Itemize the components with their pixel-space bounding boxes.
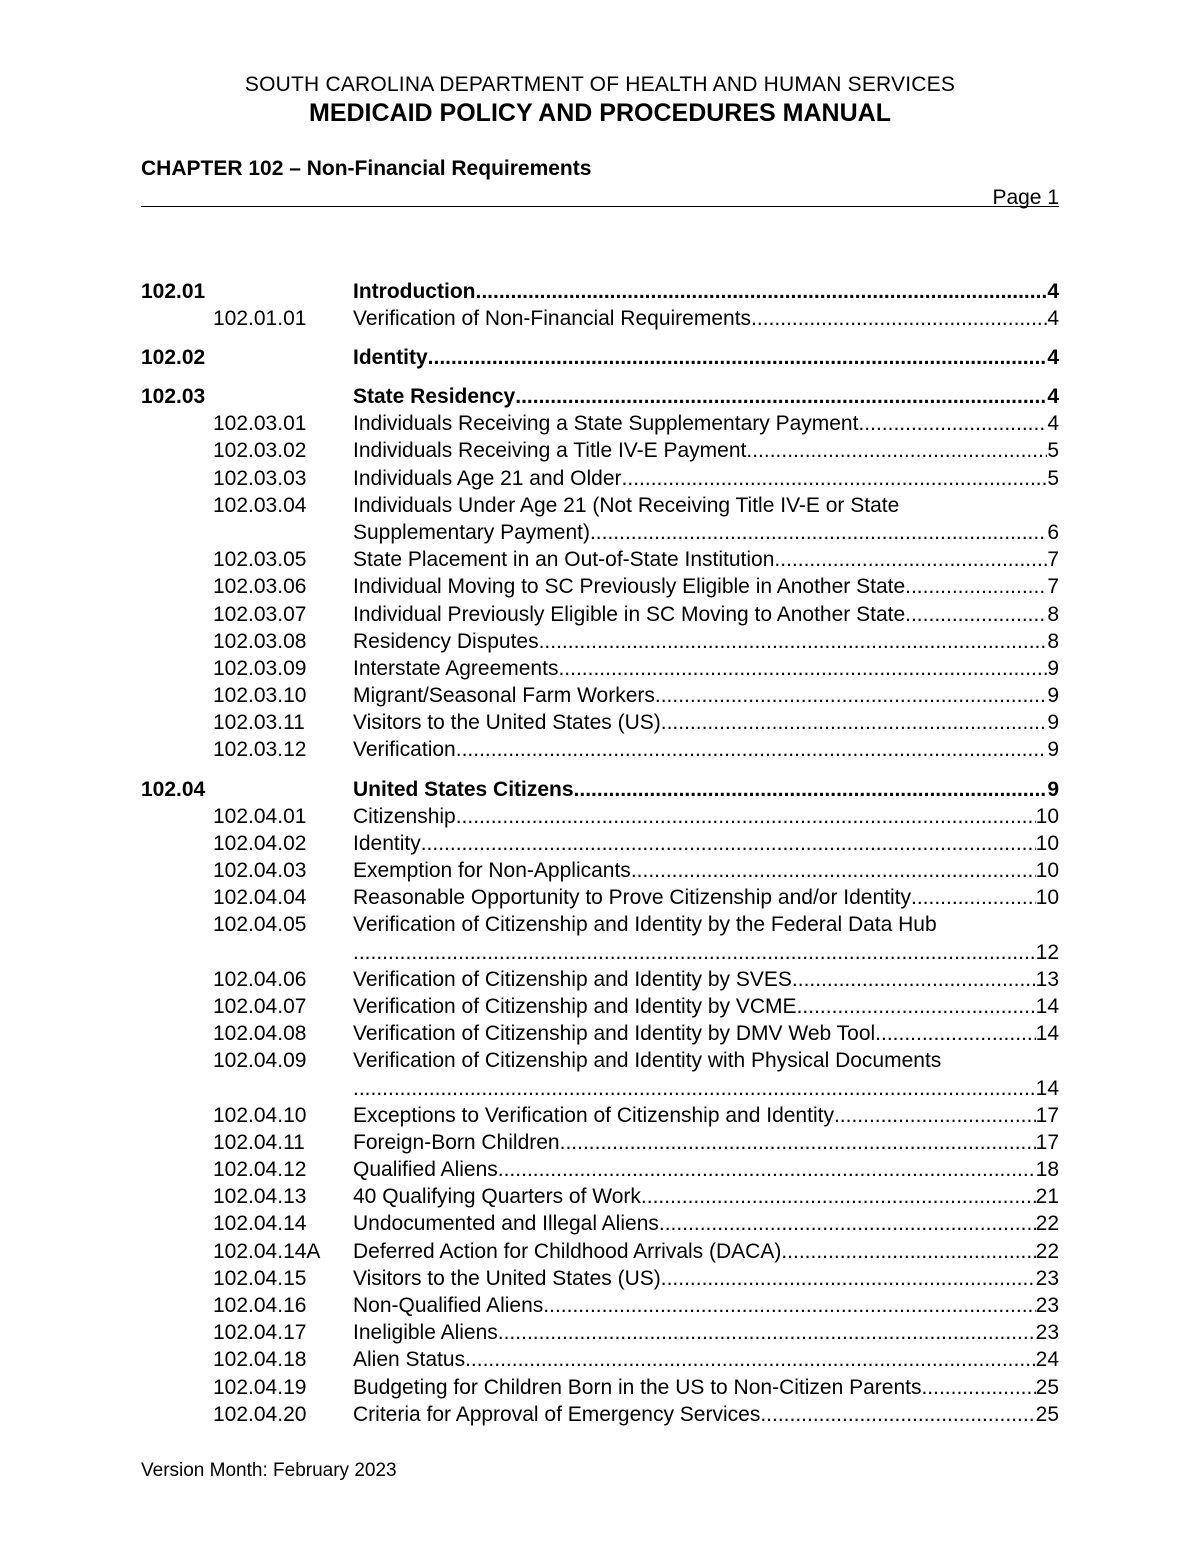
toc-subsection-102-04-16[interactable] [141,1292,1059,1319]
toc-page-number: 21 [1035,1185,1059,1209]
toc-section-title: State Residency [353,385,516,409]
toc-leader-dots [353,1075,1036,1102]
toc-leader-dots [590,519,1047,546]
toc-subsection-102-04-15[interactable] [141,1265,1059,1292]
toc-leader-dots [421,830,1036,857]
toc-subsection-number: 102.04.08 [213,1022,307,1046]
toc-subsection-102-03-06[interactable] [141,573,1059,600]
toc-subsection-title: Individuals Receiving a Title IV-E Payment [353,439,747,463]
toc-subsection-number: 102.04.19 [213,1375,307,1399]
toc-page-number: 23 [1035,1321,1059,1345]
toc-subsection-title: Verification of Citizenship and Identity by DMV Web Tool [353,1022,876,1046]
toc-subsection-102-04-01[interactable] [141,803,1059,830]
toc-page-number: 12 [1035,940,1059,964]
toc-leader-dots [655,682,1047,709]
toc-section-number: 102.02 [141,346,206,370]
toc-leader-dots [905,601,1047,628]
toc-page-number: 4 [1047,412,1059,436]
toc-leader-dots [558,655,1047,682]
toc-subsection-number: 102.04.12 [213,1158,307,1182]
toc-section-title: United States Citizens [353,777,574,801]
toc-subsection-number: 102.03.05 [213,548,307,572]
toc-leader-dots [858,410,1047,437]
toc-leader-dots [353,939,1036,966]
toc-subsection-number: 102.04.10 [213,1103,307,1127]
toc-subsection-102-03-10[interactable] [141,682,1059,709]
toc-page-number: 24 [1035,1348,1059,1372]
document-header [0,72,1200,128]
toc-page-number: 23 [1035,1266,1059,1290]
toc-subsection-102-03-03[interactable] [141,465,1059,492]
toc-subsection-title: Identity [353,831,421,855]
toc-subsection-number: 102.03.09 [213,656,307,680]
toc-subsection-102-04-18[interactable] [141,1346,1059,1373]
toc-leader-dots [498,1156,1036,1183]
toc-section-title: Identity [353,346,428,370]
toc-subsection-number: 102.04.18 [213,1348,307,1372]
toc-subsection-102-04-17[interactable] [141,1319,1059,1346]
toc-page-number: 7 [1047,575,1059,599]
toc-section-102-03[interactable] [141,383,1059,410]
toc-subsection-title: Verification of Non-Financial Requirements [353,307,752,330]
toc-leader-dots [515,383,1047,410]
toc-leader-dots [428,344,1048,371]
toc-subsection-102-03-05[interactable] [141,546,1059,573]
toc-subsection-number: 102.04.14A [213,1239,321,1263]
toc-leader-dots [797,993,1036,1020]
toc-page-number: 5 [1047,466,1059,490]
toc-subsection-number: 102.04.16 [213,1294,307,1318]
toc-subsection-title: Individual Moving to SC Previously Eligible in Another State [353,575,906,599]
toc-subsection-number: 102.04.06 [213,967,307,991]
toc-page-number: 9 [1047,684,1059,708]
toc-page-number: 25 [1035,1402,1059,1426]
toc-page-number: 14 [1035,1076,1059,1100]
toc-subsection-102-04-14[interactable] [141,1210,1059,1237]
toc-subsection-102-04-12[interactable] [141,1156,1059,1183]
toc-subsection-title: Exemption for Non-Applicants [353,859,631,883]
toc-subsection-102-04-05[interactable] [141,911,1059,965]
toc-subsection-title: Citizenship [353,804,456,828]
page-number: Page 1 [992,186,1059,209]
toc-subsection-title: Non-Qualified Aliens [353,1294,544,1318]
toc-subsection-102-03-12[interactable] [141,736,1059,763]
toc-leader-dots [921,1374,1035,1401]
toc-section-number: 102.03 [141,385,206,409]
toc-subsection-102-04-14a[interactable] [141,1238,1059,1265]
toc-page-number: 6 [1047,520,1059,544]
toc-leader-dots [498,1319,1036,1346]
toc-subsection-title: Deferred Action for Childhood Arrivals (DACA) [353,1239,782,1263]
toc-subsection-102-04-06[interactable] [141,966,1059,993]
toc-leader-dots [543,1292,1035,1319]
toc-subsection-number: 102.04.04 [213,886,307,910]
toc-leader-dots [456,803,1036,830]
toc-subsection-102-04-20[interactable] [141,1401,1059,1428]
toc-subsection-title-line1: Individuals Under Age 21 (Not Receiving Title IV-E or State [353,493,900,517]
toc-page-number: 10 [1035,859,1059,883]
toc-leader-dots [641,1183,1036,1210]
toc-subsection-title: Verification of Citizenship and Identity by VCME [353,994,797,1018]
toc-subsection-102-04-08[interactable] [141,1020,1059,1047]
toc-subsection-number: 102.04.15 [213,1266,307,1290]
toc-subsection-title: Criteria for Approval of Emergency Services [353,1402,761,1426]
toc-subsection-102-04-13[interactable] [141,1183,1059,1210]
toc-subsection-102-04-04[interactable] [141,884,1059,911]
toc-subsection-title: Interstate Agreements [353,656,559,680]
toc-page-number: 8 [1047,602,1059,626]
toc-page-number: 9 [1047,738,1059,762]
toc-subsection-number: 102.03.07 [213,602,307,626]
toc-leader-dots [465,1346,1036,1373]
toc-subsection-number: 102.04.03 [213,859,307,883]
table-of-contents [141,278,1059,1428]
toc-subsection-102-04-03[interactable] [141,857,1059,884]
toc-page-number: 23 [1035,1294,1059,1318]
toc-subsection-number: 102.01.01 [213,307,307,330]
header-divider [141,206,1059,207]
toc-page-number: 18 [1035,1158,1059,1182]
toc-page-number: 7 [1047,548,1059,572]
toc-section-number: 102.04 [141,777,206,801]
toc-subsection-title: Ineligible Aliens [353,1321,498,1345]
toc-page-number: 8 [1047,629,1059,653]
toc-page-number: 10 [1035,886,1059,910]
toc-section-102-02[interactable] [141,344,1059,371]
toc-subsection-title: Individuals Receiving a State Supplementary Payment [353,412,859,436]
toc-subsection-102-03-04[interactable] [141,492,1059,546]
toc-subsection-title: Reasonable Opportunity to Prove Citizenship and/or Identity [353,886,911,910]
toc-leader-dots [539,628,1048,655]
toc-subsection-102-04-19[interactable] [141,1374,1059,1401]
toc-subsection-number: 102.04.02 [213,831,307,855]
toc-page-number: 17 [1035,1130,1059,1154]
toc-subsection-number: 102.04.13 [213,1185,307,1209]
toc-page-number: 9 [1047,656,1059,680]
version-footer: Version Month: February 2023 [141,1460,397,1481]
toc-subsection-number: 102.04.01 [213,804,307,828]
toc-subsection-number: 102.03.02 [213,439,307,463]
toc-subsection-number: 102.04.11 [213,1130,305,1154]
toc-page-number: 4 [1047,280,1059,303]
department-name: SOUTH CAROLINA DEPARTMENT OF HEALTH AND HUMAN SERVICES [244,73,956,96]
toc-page-number: 4 [1047,307,1059,330]
toc-page-number: 4 [1047,346,1059,370]
toc-leader-dots [834,1102,1036,1129]
toc-subsection-title: Individuals Age 21 and Older [353,466,622,490]
toc-leader-dots [774,546,1047,573]
toc-leader-dots [905,573,1047,600]
toc-leader-dots [456,736,1048,763]
toc-subsection-number: 102.03.10 [213,684,307,708]
toc-subsection-title: Alien Status [353,1348,466,1372]
toc-subsection-title: Foreign-Born Children [353,1130,560,1154]
toc-subsection-title: Qualified Aliens [353,1158,498,1182]
toc-page-number: 13 [1035,967,1059,991]
toc-leader-dots [659,1210,1036,1237]
toc-subsection-title: 40 Qualifying Quarters of Work [353,1185,641,1209]
toc-subsection-number: 102.03.03 [213,466,307,490]
toc-subsection-102-04-02[interactable] [141,830,1059,857]
toc-subsection-number: 102.04.17 [213,1321,307,1345]
toc-leader-dots [875,1020,1035,1047]
toc-subsection-title: Individual Previously Eligible in SC Moving to Another State [353,602,906,626]
toc-section-title: Introduction [353,280,476,303]
toc-page-number: 10 [1035,831,1059,855]
toc-subsection-102-03-11[interactable] [141,709,1059,736]
toc-subsection-102-03-09[interactable] [141,655,1059,682]
toc-subsection-title: Residency Disputes [353,629,539,653]
toc-page-number: 4 [1047,385,1059,409]
toc-subsection-102-03-02[interactable] [141,437,1059,464]
toc-section-102-01[interactable] [141,278,1059,305]
toc-subsection-title: Visitors to the United States (US) [353,711,661,735]
toc-page-number: 10 [1035,804,1059,828]
toc-leader-dots [475,278,1047,305]
toc-leader-dots [661,709,1048,736]
toc-subsection-title-line1: Verification of Citizenship and Identity with Physical Documents [353,1049,942,1073]
toc-subsection-title: Migrant/Seasonal Farm Workers [353,684,655,708]
toc-subsection-number: 102.03.12 [213,738,307,762]
toc-subsection-title: Exceptions to Verification of Citizenship and Identity [353,1103,834,1127]
toc-subsection-title: State Placement in an Out-of-State Institution [353,548,775,572]
toc-subsection-title: Verification [353,738,456,762]
toc-subsection-number: 102.04.05 [213,913,307,937]
toc-subsection-102-04-07[interactable] [141,993,1059,1020]
toc-subsection-number: 102.03.06 [213,575,307,599]
toc-leader-dots [746,437,1047,464]
toc-subsection-102-03-01[interactable] [141,410,1059,437]
toc-subsection-102-03-07[interactable] [141,601,1059,628]
toc-subsection-title: Visitors to the United States (US) [353,1266,661,1290]
toc-leader-dots [781,1238,1035,1265]
toc-subsection-number: 102.03.01 [213,412,307,436]
toc-page-number: 14 [1035,994,1059,1018]
chapter-title: CHAPTER 102 – Non-Financial Requirements [141,157,592,180]
toc-subsection-title: Verification of Citizenship and Identity by SVES [353,967,792,991]
toc-leader-dots [751,305,1047,332]
toc-subsection-102-03-08[interactable] [141,628,1059,655]
toc-subsection-number: 102.03.04 [213,493,307,517]
toc-page-number: 25 [1035,1375,1059,1399]
toc-leader-dots [760,1401,1035,1428]
manual-title: MEDICAID POLICY AND PROCEDURES MANUAL [309,99,891,127]
toc-subsection-title-line1: Verification of Citizenship and Identity by the Federal Data Hub [353,913,937,937]
toc-page-number: 22 [1035,1239,1059,1263]
toc-subsection-number: 102.03.08 [213,629,307,653]
toc-subsection-number: 102.04.07 [213,994,307,1018]
toc-subsection-title: Budgeting for Children Born in the US to Non-Citizen Parents [353,1375,922,1399]
toc-leader-dots [631,857,1036,884]
toc-subsection-102-04-11[interactable] [141,1129,1059,1156]
toc-page-number: 9 [1047,711,1059,735]
toc-subsection-102-01-01[interactable] [141,305,1059,332]
toc-page-number: 14 [1035,1022,1059,1046]
toc-subsection-number: 102.04.09 [213,1049,307,1073]
toc-leader-dots [911,884,1036,911]
toc-page-number: 5 [1047,439,1059,463]
toc-leader-dots [560,1129,1036,1156]
toc-section-102-04[interactable] [141,776,1059,803]
toc-subsection-number: 102.04.20 [213,1402,307,1426]
toc-subsection-title-line2: Supplementary Payment) [353,520,590,544]
toc-page-number: 9 [1047,777,1059,801]
toc-leader-dots [574,776,1048,803]
toc-leader-dots [661,1265,1036,1292]
toc-leader-dots [792,966,1036,993]
toc-subsection-number: 102.04.14 [213,1212,307,1236]
toc-leader-dots [622,465,1048,492]
toc-subsection-title: Undocumented and Illegal Aliens [353,1212,659,1236]
toc-subsection-102-04-10[interactable] [141,1102,1059,1129]
toc-subsection-number: 102.03.11 [213,711,305,735]
toc-subsection-102-04-09[interactable] [141,1047,1059,1101]
toc-section-number: 102.01 [141,280,206,303]
toc-page-number: 17 [1035,1103,1059,1127]
toc-page-number: 22 [1035,1212,1059,1236]
